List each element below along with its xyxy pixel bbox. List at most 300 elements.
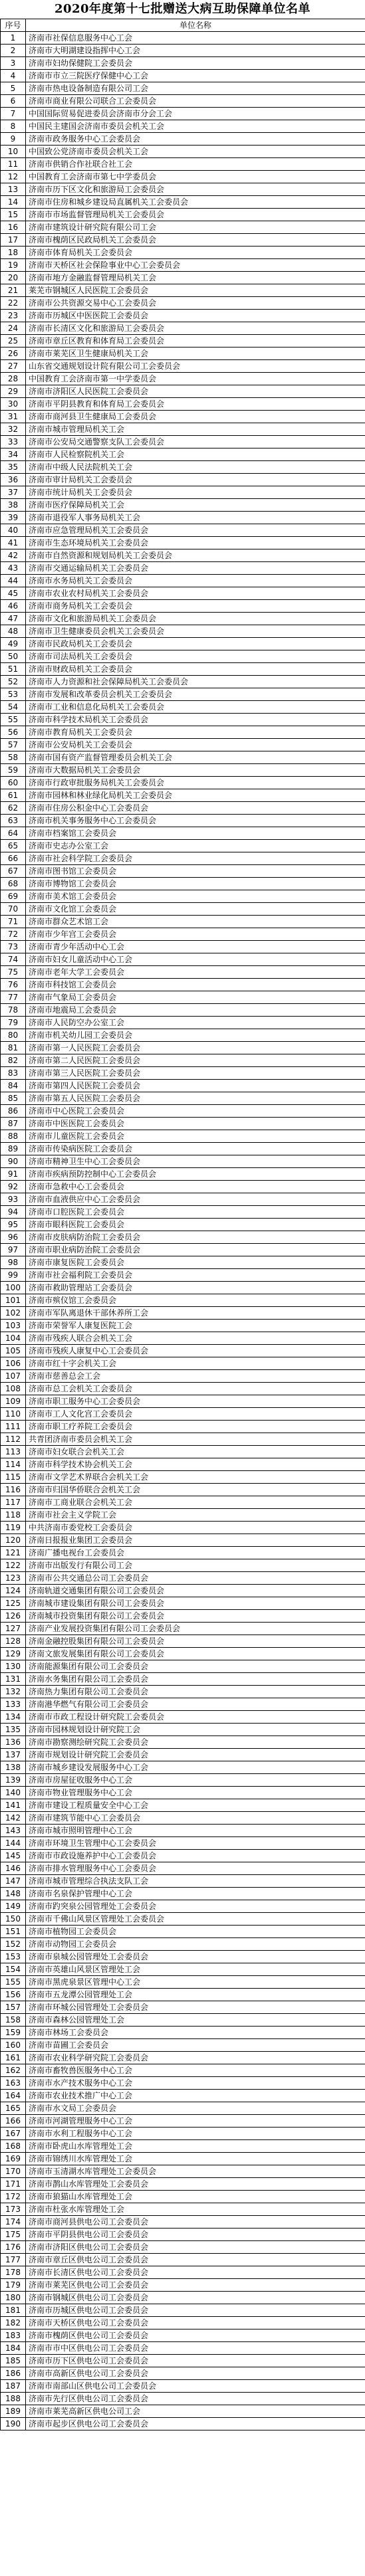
serial-number-cell: 22 xyxy=(1,297,26,310)
unit-name-cell: 济南市五龙潭公园管理处工会 xyxy=(26,1989,365,2001)
table-row xyxy=(1,2405,365,2418)
table-row xyxy=(1,1698,365,1711)
table-row xyxy=(1,1332,365,1345)
serial-number-cell: 140 xyxy=(1,1787,26,1799)
unit-name-cell: 济南市青少年活动中心工会 xyxy=(26,941,365,953)
unit-name-cell: 山东省交通规划设计院有限公司工会委员会 xyxy=(26,360,365,373)
unit-name-cell: 济南市水务局机关工会委员会 xyxy=(26,575,365,587)
table-row xyxy=(1,183,365,196)
serial-number-cell: 28 xyxy=(1,373,26,385)
serial-number-cell: 2 xyxy=(1,45,26,57)
table-row xyxy=(1,714,365,726)
serial-number-cell: 165 xyxy=(1,2102,26,2115)
header-unit-name: 单位名称 xyxy=(26,19,365,32)
unit-name-cell: 济南市文学艺术界联合会机关工会 xyxy=(26,1471,365,1484)
unit-name-cell: 济南市农业农村局机关工会委员会 xyxy=(26,587,365,600)
unit-name-cell: 济南市千佛山风景区管理处工会委员会 xyxy=(26,1913,365,1926)
serial-number-cell: 156 xyxy=(1,1989,26,2001)
unit-name-cell: 济南市住房和城乡建设局直属机关工会委员会 xyxy=(26,196,365,209)
serial-number-cell: 150 xyxy=(1,1913,26,1926)
table-row xyxy=(1,1673,365,1686)
unit-name-cell: 济南市环城公园管理处工会委员会 xyxy=(26,2001,365,2014)
table-row xyxy=(1,1458,365,1471)
table-row xyxy=(1,789,365,802)
table-row xyxy=(1,1635,365,1648)
unit-name-cell: 济南市残疾人康复中心工会委员会 xyxy=(26,1345,365,1357)
serial-number-cell: 54 xyxy=(1,701,26,714)
unit-name-cell: 济南市高新区供电公司工会委员会 xyxy=(26,2367,365,2380)
serial-number-cell: 74 xyxy=(1,953,26,966)
serial-number-cell: 107 xyxy=(1,1370,26,1383)
unit-name-cell: 济南市建筑节能中心工会委员会 xyxy=(26,1812,365,1825)
unit-name-cell: 济南市天桥区社会保险事业中心工会委员会 xyxy=(26,259,365,272)
table-row xyxy=(1,1130,365,1143)
unit-name-cell: 济南市章丘区教育和体育局工会委员会 xyxy=(26,335,365,347)
serial-number-cell: 96 xyxy=(1,1231,26,1244)
table-row xyxy=(1,1862,365,1875)
serial-number-cell: 80 xyxy=(1,1029,26,1042)
serial-number-cell: 124 xyxy=(1,1585,26,1597)
table-row xyxy=(1,1408,365,1421)
table-row xyxy=(1,587,365,600)
unit-name-cell: 济南市章丘区供电公司工会委员会 xyxy=(26,2254,365,2266)
serial-number-cell: 119 xyxy=(1,1522,26,1534)
unit-name-cell: 济南市森林公园管理处工会 xyxy=(26,2014,365,2027)
serial-number-cell: 21 xyxy=(1,284,26,297)
table-row xyxy=(1,524,365,537)
table-row xyxy=(1,2266,365,2279)
unit-name-cell: 济南市城市管理局机关工会 xyxy=(26,423,365,436)
serial-number-cell: 46 xyxy=(1,600,26,613)
unit-name-cell: 济南市发展和改革委员会机关工会委员会 xyxy=(26,688,365,701)
table-row xyxy=(1,120,365,133)
serial-number-cell: 108 xyxy=(1,1383,26,1395)
table-row xyxy=(1,1294,365,1307)
table-row xyxy=(1,1231,365,1244)
serial-number-cell: 153 xyxy=(1,1951,26,1963)
table-row xyxy=(1,196,365,209)
serial-number-cell: 178 xyxy=(1,2266,26,2279)
unit-name-cell: 济南市先行区供电公司工会委员会 xyxy=(26,2393,365,2405)
unit-name-cell: 济南市莱芜区卫生健康局机关工会 xyxy=(26,347,365,360)
serial-number-cell: 68 xyxy=(1,878,26,890)
table-row xyxy=(1,2178,365,2191)
table-row xyxy=(1,865,365,878)
unit-name-cell: 济南市人民检察院机关工会 xyxy=(26,448,365,461)
table-row xyxy=(1,2203,365,2216)
unit-name-cell: 济南市长清区供电公司工会委员会 xyxy=(26,2266,365,2279)
table-row xyxy=(1,1547,365,1559)
table-row xyxy=(1,916,365,928)
serial-number-cell: 135 xyxy=(1,1724,26,1736)
table-row xyxy=(1,70,365,82)
table-row xyxy=(1,979,365,991)
unit-name-cell: 济南市眼科医院工会委员会 xyxy=(26,1219,365,1231)
unit-name-cell: 济南市自然资源和规划局机关工会委员会 xyxy=(26,549,365,562)
table-row xyxy=(1,1913,365,1926)
table-row xyxy=(1,474,365,486)
serial-number-cell: 7 xyxy=(1,108,26,120)
table-row xyxy=(1,2241,365,2254)
serial-number-cell: 158 xyxy=(1,2014,26,2027)
unit-name-cell: 济南市口腔医院工会委员会 xyxy=(26,1206,365,1219)
serial-number-cell: 102 xyxy=(1,1307,26,1320)
unit-name-cell: 济南市长清区文化和旅游局工会委员会 xyxy=(26,322,365,335)
unit-name-cell: 济南市疾病预防控制中心工会委员会 xyxy=(26,1168,365,1181)
unit-name-cell: 济南轨道交通集团有限公司工会委员会 xyxy=(26,1585,365,1597)
table-row xyxy=(1,398,365,411)
unit-name-cell: 济南市应急管理局机关工会委员会 xyxy=(26,524,365,537)
serial-number-cell: 145 xyxy=(1,1850,26,1862)
serial-number-cell: 19 xyxy=(1,259,26,272)
serial-number-cell: 71 xyxy=(1,916,26,928)
serial-number-cell: 99 xyxy=(1,1269,26,1282)
serial-number-cell: 181 xyxy=(1,2304,26,2317)
unit-name-cell: 济南市中心医院工会委员会 xyxy=(26,1105,365,1118)
serial-number-cell: 185 xyxy=(1,2355,26,2367)
serial-number-cell: 73 xyxy=(1,941,26,953)
unit-name-cell: 济南市社保信息服务中心工会 xyxy=(26,32,365,45)
serial-number-cell: 36 xyxy=(1,474,26,486)
unit-name-cell: 济南市玉清湖水库管理处工会委员会 xyxy=(26,2165,365,2178)
table-row xyxy=(1,688,365,701)
serial-number-cell: 109 xyxy=(1,1395,26,1408)
unit-name-cell: 济南市科技馆工会委员会 xyxy=(26,979,365,991)
serial-number-cell: 20 xyxy=(1,272,26,284)
table-row xyxy=(1,2090,365,2102)
unit-name-cell: 济南市统计局机关工会委员会 xyxy=(26,486,365,499)
unit-name-cell: 济南市职业病防治院工会委员会 xyxy=(26,1244,365,1256)
table-row xyxy=(1,499,365,512)
serial-number-cell: 117 xyxy=(1,1496,26,1509)
unit-name-cell: 济南港华燃气有限公司工会委员会 xyxy=(26,1698,365,1711)
unit-name-cell: 济南市气象局工会委员会 xyxy=(26,991,365,1004)
unit-name-cell: 济南市历下区供电公司工会委员会 xyxy=(26,2355,365,2367)
table-row xyxy=(1,423,365,436)
serial-number-cell: 123 xyxy=(1,1572,26,1585)
serial-number-cell: 103 xyxy=(1,1320,26,1332)
unit-name-cell: 济南市社会福利院工会委员会 xyxy=(26,1269,365,1282)
unit-name-cell: 共青团济南市委员会机关工会 xyxy=(26,1433,365,1446)
table-row xyxy=(1,726,365,739)
serial-number-cell: 34 xyxy=(1,448,26,461)
unit-name-cell: 济南市康复医院工会委员会 xyxy=(26,1256,365,1269)
serial-number-cell: 152 xyxy=(1,1938,26,1951)
unit-name-cell: 济南市机关事务服务中心工会委员会 xyxy=(26,815,365,827)
serial-number-cell: 18 xyxy=(1,247,26,259)
unit-name-cell: 中国教育工会济南市第一中学委员会 xyxy=(26,373,365,385)
table-row xyxy=(1,1357,365,1370)
serial-number-cell: 37 xyxy=(1,486,26,499)
serial-number-cell: 170 xyxy=(1,2165,26,2178)
unit-name-cell: 济南市军队离退休干部休养所工会 xyxy=(26,1307,365,1320)
unit-name-cell: 济南市平阴县供电公司工会委员会 xyxy=(26,2229,365,2241)
unit-name-cell: 济南市国有资产监督管理委员会机关工会 xyxy=(26,751,365,764)
serial-number-cell: 166 xyxy=(1,2115,26,2128)
unit-name-cell: 中国教育工会济南市第七中学委员会 xyxy=(26,171,365,183)
table-row xyxy=(1,247,365,259)
unit-name-cell: 济南市传染病医院工会委员会 xyxy=(26,1143,365,1155)
serial-number-cell: 163 xyxy=(1,2077,26,2090)
table-row xyxy=(1,2064,365,2077)
unit-name-cell: 济南市历城区供电公司工会委员会 xyxy=(26,2304,365,2317)
table-row xyxy=(1,146,365,158)
serial-number-cell: 105 xyxy=(1,1345,26,1357)
serial-number-cell: 66 xyxy=(1,852,26,865)
serial-number-cell: 86 xyxy=(1,1105,26,1118)
serial-number-cell: 113 xyxy=(1,1446,26,1458)
table-row xyxy=(1,1572,365,1585)
unit-name-cell: 济南市卧虎山水库管理处工会 xyxy=(26,2140,365,2153)
unit-name-cell: 济南市第一人民医院工会委员会 xyxy=(26,1042,365,1054)
serial-number-cell: 39 xyxy=(1,512,26,524)
table-row xyxy=(1,1522,365,1534)
serial-number-cell: 88 xyxy=(1,1130,26,1143)
table-row xyxy=(1,1244,365,1256)
table-row xyxy=(1,2292,365,2304)
table-row xyxy=(1,1951,365,1963)
table-row xyxy=(1,2001,365,2014)
unit-name-cell: 济南市公安局机关工会委员会 xyxy=(26,739,365,751)
table-row xyxy=(1,1421,365,1433)
serial-number-cell: 77 xyxy=(1,991,26,1004)
unit-name-cell: 济南市第五人民医院工会委员会 xyxy=(26,1092,365,1105)
serial-number-cell: 122 xyxy=(1,1559,26,1572)
unit-name-cell: 济南市规划设计研究院工会委员会 xyxy=(26,1749,365,1761)
unit-name-cell: 济南市环境卫生管理中心工会委员会 xyxy=(26,1837,365,1850)
table-row xyxy=(1,2418,365,2430)
serial-number-cell: 89 xyxy=(1,1143,26,1155)
serial-number-cell: 83 xyxy=(1,1067,26,1080)
table-row xyxy=(1,777,365,789)
table-row xyxy=(1,1080,365,1092)
unit-name-cell: 济南市科学技术局机关工会委员会 xyxy=(26,714,365,726)
serial-number-cell: 29 xyxy=(1,385,26,398)
serial-number-cell: 16 xyxy=(1,221,26,234)
serial-number-cell: 134 xyxy=(1,1711,26,1724)
serial-number-cell: 24 xyxy=(1,322,26,335)
table-row xyxy=(1,1092,365,1105)
table-row xyxy=(1,57,365,70)
serial-number-cell: 189 xyxy=(1,2405,26,2418)
table-row xyxy=(1,95,365,108)
unit-name-cell: 济南市工商业联合会机关工会 xyxy=(26,1496,365,1509)
table-row xyxy=(1,385,365,398)
serial-number-cell: 95 xyxy=(1,1219,26,1231)
unit-name-cell: 济南市历下区文化和旅游局工会委员会 xyxy=(26,183,365,196)
unit-name-cell: 济南市司法局机关工会委员会 xyxy=(26,650,365,663)
table-row xyxy=(1,347,365,360)
unit-name-cell: 济南市黑虎泉景区管理中心工会 xyxy=(26,1976,365,1989)
table-row xyxy=(1,1042,365,1054)
serial-number-cell: 76 xyxy=(1,979,26,991)
table-row xyxy=(1,1799,365,1812)
table-row xyxy=(1,1054,365,1067)
serial-number-cell: 106 xyxy=(1,1357,26,1370)
unit-name-cell: 济南市鹊山水库管理处工会委员会 xyxy=(26,2178,365,2191)
unit-name-cell: 济南市财政局机关工会委员会 xyxy=(26,663,365,676)
table-row xyxy=(1,1446,365,1458)
table-row xyxy=(1,1648,365,1660)
table-row xyxy=(1,322,365,335)
table-row xyxy=(1,1837,365,1850)
table-row xyxy=(1,815,365,827)
unit-name-cell: 济南市锦绣川水库管理处工会 xyxy=(26,2153,365,2165)
unit-name-cell: 济南市教育局机关工会委员会 xyxy=(26,726,365,739)
unit-name-cell: 济南市工业和信息化局机关工会委员会 xyxy=(26,701,365,714)
serial-number-cell: 177 xyxy=(1,2254,26,2266)
serial-number-cell: 58 xyxy=(1,751,26,764)
unit-name-cell: 济南市动物园工会委员会 xyxy=(26,1938,365,1951)
table-row xyxy=(1,2039,365,2052)
serial-number-cell: 180 xyxy=(1,2292,26,2304)
table-row xyxy=(1,486,365,499)
unit-name-cell: 济南市建设工程质量安全中心工会 xyxy=(26,1799,365,1812)
table-row xyxy=(1,1989,365,2001)
serial-number-cell: 35 xyxy=(1,461,26,474)
table-row xyxy=(1,2128,365,2140)
table-row xyxy=(1,310,365,322)
unit-name-cell: 济南市儿童医院工会委员会 xyxy=(26,1130,365,1143)
serial-number-cell: 179 xyxy=(1,2279,26,2292)
serial-number-cell: 148 xyxy=(1,1888,26,1900)
unit-name-cell: 中国致公党济南市委员会机关工会 xyxy=(26,146,365,158)
table-body xyxy=(1,32,365,2430)
unit-name-cell: 济南市红十字会机关工会 xyxy=(26,1357,365,1370)
serial-number-cell: 147 xyxy=(1,1875,26,1888)
unit-name-cell: 济南市公共交通总公司工会委员会 xyxy=(26,1572,365,1585)
table-row xyxy=(1,335,365,347)
unit-name-cell: 济南市妇幼保健院工会委员会 xyxy=(26,57,365,70)
table-row xyxy=(1,1926,365,1938)
unit-name-cell: 济南金融控股集团有限公司工会委员会 xyxy=(26,1635,365,1648)
unit-name-cell: 济南市泉城公园管理处工会委员会 xyxy=(26,1951,365,1963)
serial-number-cell: 4 xyxy=(1,70,26,82)
table-row xyxy=(1,613,365,625)
table-row xyxy=(1,1875,365,1888)
serial-number-cell: 90 xyxy=(1,1155,26,1168)
unit-name-cell: 济南市钢城区供电公司工会委员会 xyxy=(26,2292,365,2304)
table-row xyxy=(1,953,365,966)
serial-number-cell: 128 xyxy=(1,1635,26,1648)
serial-number-cell: 92 xyxy=(1,1181,26,1193)
table-row xyxy=(1,2115,365,2128)
table-row xyxy=(1,108,365,120)
serial-number-cell: 30 xyxy=(1,398,26,411)
serial-number-cell: 146 xyxy=(1,1862,26,1875)
table-row xyxy=(1,1686,365,1698)
unit-name-cell: 济南市第三人民医院工会委员会 xyxy=(26,1067,365,1080)
table-row xyxy=(1,1724,365,1736)
table-row xyxy=(1,2014,365,2027)
unit-name-cell: 济南市救助管理站工会委员会 xyxy=(26,1282,365,1294)
unit-name-cell: 济南市畜牧兽医服务中心工会 xyxy=(26,2064,365,2077)
serial-number-cell: 136 xyxy=(1,1736,26,1749)
unit-name-cell: 济南市槐荫区供电公司工会委员会 xyxy=(26,2329,365,2342)
unit-name-cell: 济南市市立三院医疗保健中心工会 xyxy=(26,70,365,82)
table-row xyxy=(1,1029,365,1042)
serial-number-cell: 38 xyxy=(1,499,26,512)
serial-number-cell: 143 xyxy=(1,1825,26,1837)
serial-number-cell: 118 xyxy=(1,1509,26,1522)
serial-number-cell: 129 xyxy=(1,1648,26,1660)
table-row xyxy=(1,1585,365,1597)
table-row xyxy=(1,840,365,852)
unit-name-cell: 济南市商业有限公司联合工会委员会 xyxy=(26,95,365,108)
unit-name-cell: 济南市荣誉军人康复医院工会 xyxy=(26,1320,365,1332)
table-row xyxy=(1,2052,365,2064)
serial-number-cell: 13 xyxy=(1,183,26,196)
table-row xyxy=(1,676,365,688)
table-row xyxy=(1,1143,365,1155)
serial-number-cell: 82 xyxy=(1,1054,26,1067)
unit-name-cell: 济南市血液供应中心工会委员会 xyxy=(26,1193,365,1206)
table-row xyxy=(1,2102,365,2115)
serial-number-cell: 70 xyxy=(1,903,26,916)
table-row xyxy=(1,1282,365,1294)
table-row xyxy=(1,373,365,385)
table-row xyxy=(1,512,365,524)
unit-name-cell: 济南市名泉保护管理中心工会 xyxy=(26,1888,365,1900)
unit-name-cell: 济南市第四人民医院工会委员会 xyxy=(26,1080,365,1092)
serial-number-cell: 57 xyxy=(1,739,26,751)
unit-name-cell: 济南市住房公积金中心工会委员会 xyxy=(26,802,365,815)
unit-name-cell: 济南市职工疗养院工会委员会 xyxy=(26,1421,365,1433)
unit-name-cell: 济南市老年大学工会委员会 xyxy=(26,966,365,979)
unit-name-cell: 济南市热电设备制造有限公司工会 xyxy=(26,82,365,95)
unit-name-cell: 济南市生态环境局机关工会委员会 xyxy=(26,537,365,549)
table-row xyxy=(1,461,365,474)
table-row xyxy=(1,549,365,562)
serial-number-cell: 69 xyxy=(1,890,26,903)
serial-number-cell: 101 xyxy=(1,1294,26,1307)
unit-name-cell: 济南市皮肤病防治院工会委员会 xyxy=(26,1231,365,1244)
serial-number-cell: 62 xyxy=(1,802,26,815)
serial-number-cell: 48 xyxy=(1,625,26,638)
table-row xyxy=(1,2027,365,2039)
serial-number-cell: 162 xyxy=(1,2064,26,2077)
serial-number-cell: 155 xyxy=(1,1976,26,1989)
serial-number-cell: 141 xyxy=(1,1799,26,1812)
table-row xyxy=(1,650,365,663)
table-row xyxy=(1,1269,365,1282)
table-row xyxy=(1,890,365,903)
table-row xyxy=(1,1345,365,1357)
serial-number-cell: 100 xyxy=(1,1282,26,1294)
serial-number-cell: 116 xyxy=(1,1484,26,1496)
unit-name-cell: 济南市园林规划设计研究院工会 xyxy=(26,1724,365,1736)
serial-number-cell: 168 xyxy=(1,2140,26,2153)
unit-name-cell: 济南市社会主义学院工会 xyxy=(26,1509,365,1522)
serial-number-cell: 174 xyxy=(1,2216,26,2229)
table-row xyxy=(1,941,365,953)
unit-name-cell: 济南市卫生健康委员会机关工会委员会 xyxy=(26,625,365,638)
table-row xyxy=(1,1787,365,1799)
table-row xyxy=(1,1017,365,1029)
table-row xyxy=(1,2304,365,2317)
serial-number-cell: 45 xyxy=(1,587,26,600)
unit-name-cell: 济南市社会科学院工会委员会 xyxy=(26,852,365,865)
serial-number-cell: 55 xyxy=(1,714,26,726)
unit-name-cell: 济南市退役军人事务局机关工会 xyxy=(26,512,365,524)
serial-number-cell: 186 xyxy=(1,2367,26,2380)
unit-name-cell: 济南市水产技术服务中心工会 xyxy=(26,2077,365,2090)
unit-name-cell: 济南市档案馆工会委员会 xyxy=(26,827,365,840)
unit-name-cell: 济南市市场监督管理局机关工会委员会 xyxy=(26,209,365,221)
serial-number-cell: 15 xyxy=(1,209,26,221)
unit-name-cell: 济南市供销合作社联合社工会 xyxy=(26,158,365,171)
table-row xyxy=(1,1938,365,1951)
